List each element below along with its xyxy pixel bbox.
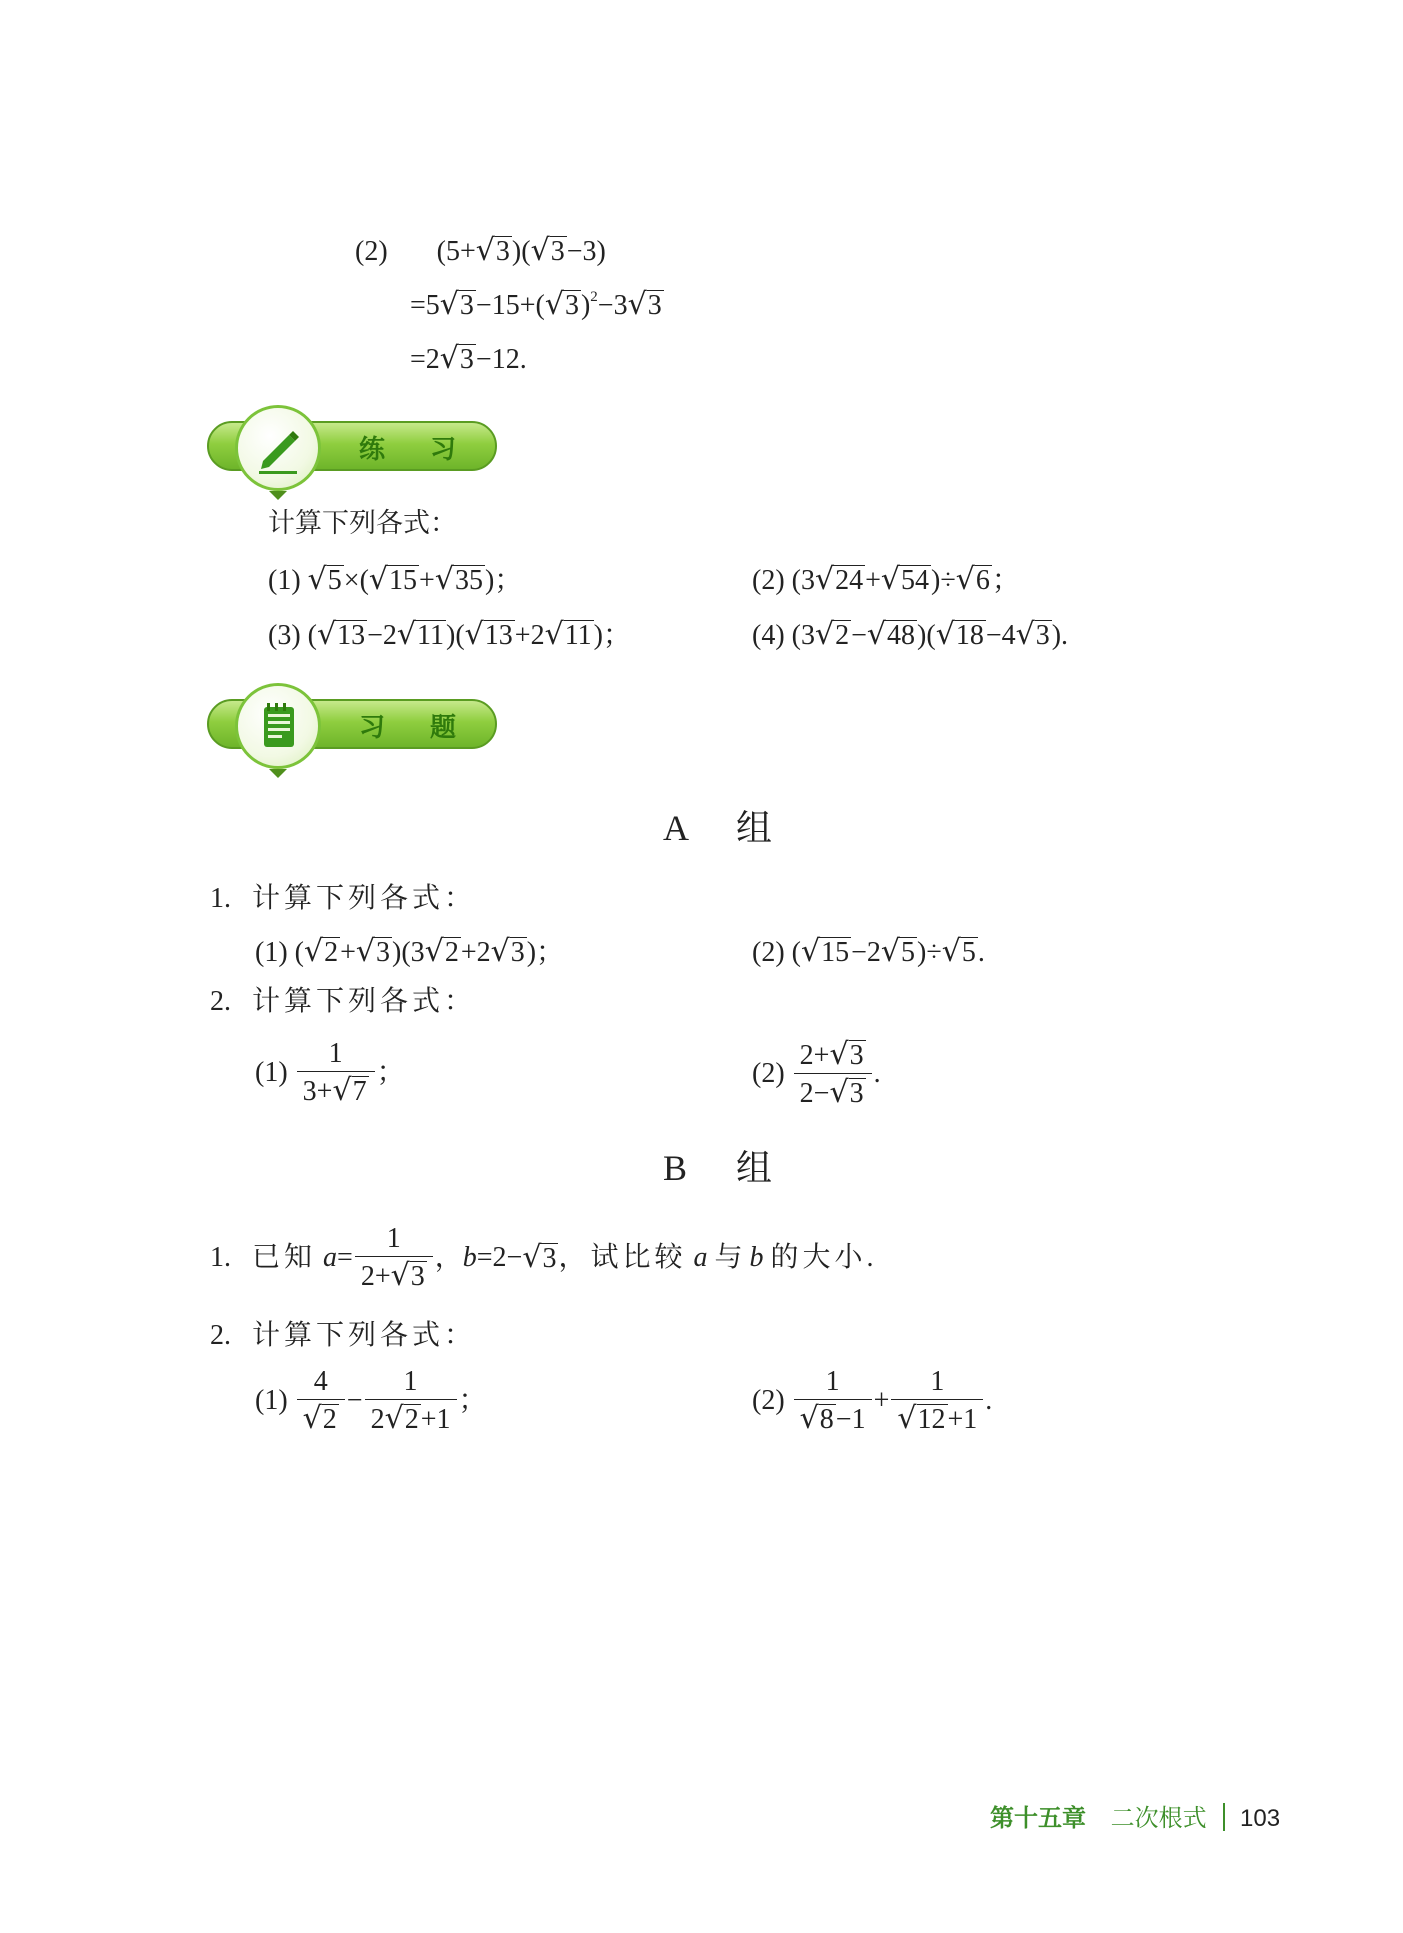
fraction: $\frac{4}{√2}$ — [297, 1368, 345, 1434]
practice-item-3: (3) (√13−2√11)(√13+2√11)； — [268, 617, 631, 652]
fraction: $\frac{1}{3+√7}$ — [297, 1040, 375, 1106]
fraction: $\frac{1}{√12+1}$ — [891, 1368, 983, 1434]
group-a-q1-item-1: (1) (√2+√3)(3√2+2√3)； — [255, 934, 565, 969]
group-a-heading: A 组 — [663, 808, 793, 848]
group-b-question-1: 1. 已知 a= $\frac{1}{2+√3}$ ，b=2−√3，试比较 a 与 b 的大小. — [210, 1223, 878, 1293]
group-b-q2-item-1: (1) $\frac{4}{√2}$ − $\frac{1}{2√2+1}$ ； — [255, 1366, 487, 1436]
group-b-question-2: 2. 计算下列各式： — [210, 1320, 477, 1351]
page-footer — [990, 1803, 1280, 1831]
group-b-heading: B 组 — [663, 1148, 793, 1188]
practice-instruction: 计算下列各式： — [268, 508, 457, 539]
notepad-icon — [251, 699, 307, 755]
practice-banner — [207, 405, 497, 505]
practice-banner-label: 练 习 — [359, 435, 475, 465]
footer-title: 二次根式 — [1110, 1805, 1207, 1832]
group-a-q1-item-2: (2) (√15−2√5)÷√5. — [752, 934, 985, 969]
fraction: $\frac{1}{2+√3}$ — [355, 1225, 433, 1291]
fraction: $\frac{2+√3}{2-√3}$ — [794, 1040, 872, 1108]
footer-divider — [1223, 1803, 1225, 1831]
exercises-banner — [207, 683, 497, 783]
practice-item-2: (2) (3√24+√54)÷√6； — [752, 562, 1020, 597]
sqrt-symbol: √ — [475, 233, 495, 268]
group-a-question-1: 1. 计算下列各式： — [210, 883, 477, 914]
group-a-q2-item-2: (2) $\frac{2+√3}{2-√3}$ . — [752, 1037, 881, 1110]
exercises-banner-label: 习 题 — [359, 713, 475, 743]
example-label: (2) — [355, 236, 388, 267]
example-line-3: =2√3−12. — [410, 341, 527, 376]
fraction: $\frac{1}{√8-1}$ — [794, 1368, 872, 1434]
group-a-question-2: 2. 计算下列各式： — [210, 986, 477, 1017]
example-line-2: $=5√3-15+(√3)^2-3√3$ — [410, 287, 662, 322]
footer-chapter: 第十五章 — [990, 1805, 1086, 1832]
example-line-1: (2) (5+√3)(√3−3) — [355, 233, 606, 268]
group-a-q2-item-1: (1) $\frac{1}{3+√7}$ ； — [255, 1038, 405, 1108]
group-b-q2-item-2: (2) $\frac{1}{√8-1}$ + $\frac{1}{√12+1}$ . — [752, 1366, 993, 1436]
pencil-icon — [251, 421, 307, 477]
practice-item-1: (1) √5×(√15+√35)； — [268, 562, 523, 597]
fraction: $\frac{1}{2√2+1}$ — [365, 1368, 457, 1434]
practice-item-4: (4) (3√2−√48)(√18−4√3). — [752, 617, 1069, 652]
page-number: 103 — [1240, 1805, 1281, 1832]
